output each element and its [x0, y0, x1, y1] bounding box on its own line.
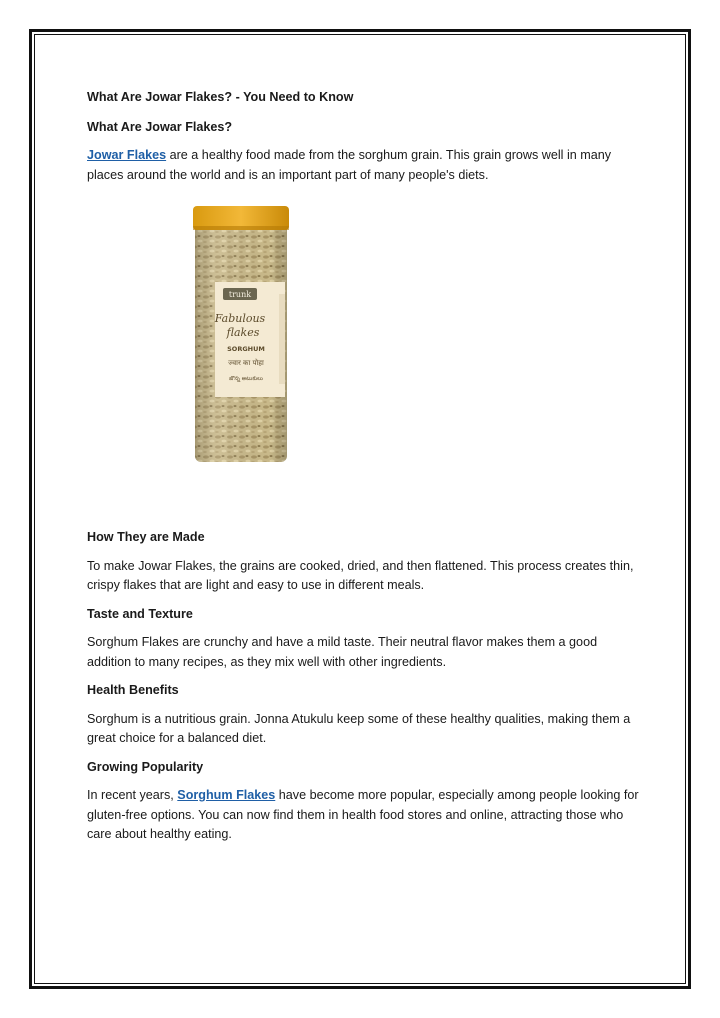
sorghum-flakes-link[interactable]: Sorghum Flakes	[177, 788, 276, 802]
section-heading: Growing Popularity	[87, 759, 204, 774]
jowar-flakes-link[interactable]: Jowar Flakes	[87, 148, 167, 162]
product-image	[87, 199, 642, 515]
section-heading: Taste and Texture	[87, 606, 193, 621]
section-paragraph	[87, 786, 642, 845]
page-title: What Are Jowar Flakes? - You Need to Know	[87, 90, 354, 104]
section-heading: Health Benefits	[87, 683, 179, 697]
intro-text: are a healthy food made from the sorghum grain. This grain grows well in many places around the world and is an important part of many people's diets.	[87, 148, 612, 182]
paragraph-text: In recent years,	[87, 788, 178, 802]
product-hindi-name: ज्वार का पोहा	[228, 359, 264, 367]
paragraph-text: have become more popular, especially among people looking for gluten-free options. You can now find them in health food stores and online, attracting those who care about healthy eating.	[87, 788, 639, 841]
brand-label: trunk	[228, 290, 252, 299]
section-heading: How They are Made	[87, 530, 205, 544]
section-paragraph: Sorghum Flakes are crunchy and have a mild taste. Their neutral flavor makes them a good addition to many recipes, as they mix well with other ingredients.	[87, 635, 598, 669]
section-paragraph: Sorghum is a nutritious grain. Jonna Atukulu keep some of these healthy qualities, making them a great choice for a balanced diet.	[87, 711, 631, 745]
section-heading: What Are Jowar Flakes?	[87, 119, 233, 134]
product-variant: SORGHUM	[227, 345, 265, 353]
section-paragraph: To make Jowar Flakes, the grains are cooked, dried, and then flattened. This process creates thin, crispy flakes that are light and easy to use in different meals.	[87, 558, 634, 592]
product-name-1: Fabulous	[214, 312, 266, 325]
intro-paragraph	[87, 146, 642, 185]
document-body	[87, 88, 642, 854]
product-jar-image	[191, 204, 291, 464]
product-name-2: flakes	[226, 326, 260, 339]
product-telugu-name: జొన్న అటుకులు	[229, 376, 263, 382]
